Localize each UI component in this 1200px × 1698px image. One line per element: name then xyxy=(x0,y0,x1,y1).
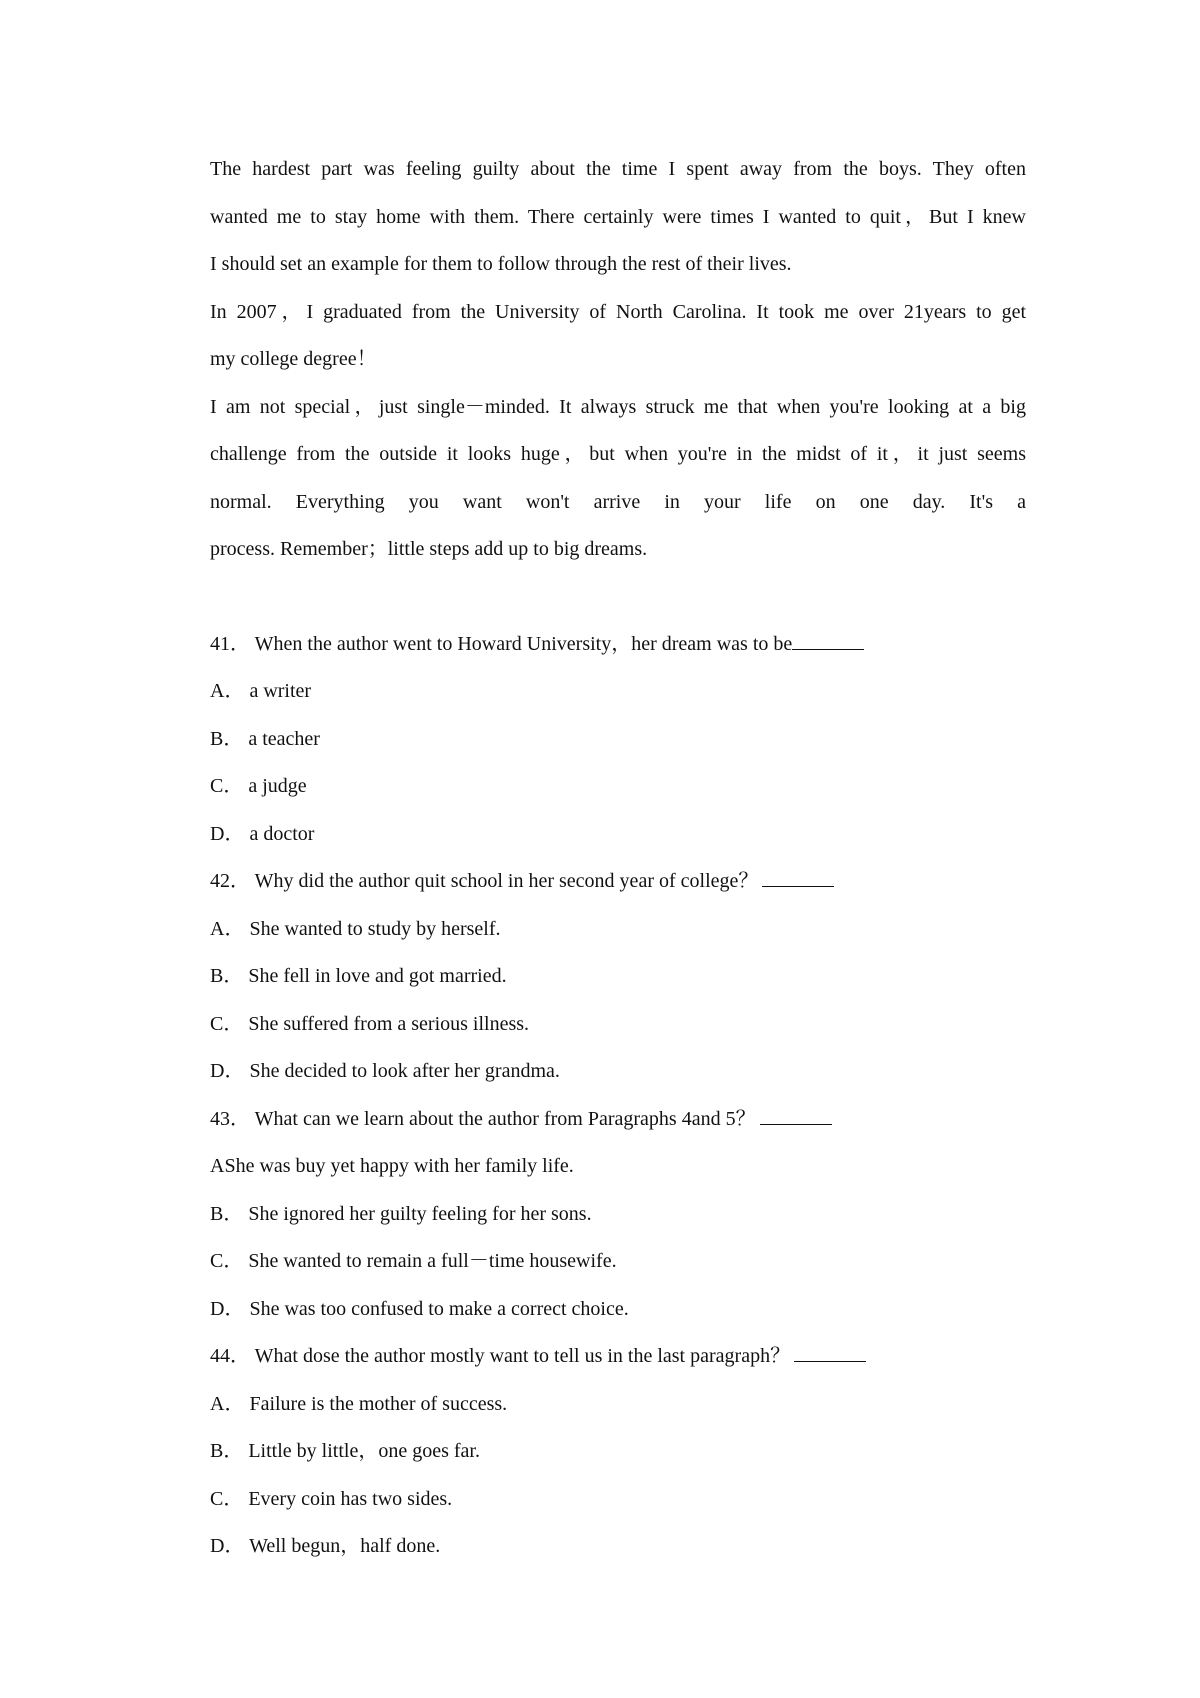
question-stem xyxy=(210,858,1026,906)
passage-line: In 2007，I graduated from the University of North Carolina. It took me over 21years to get xyxy=(210,300,1026,323)
option-c: C． a judge xyxy=(210,775,307,797)
question-stem xyxy=(210,1333,1026,1381)
passage-paragraph-2 xyxy=(210,289,1026,384)
question-stem-text: 44． What dose the author mostly want to tell us in the last paragraph？ xyxy=(210,1345,791,1367)
option-d: D． Well begun，half done. xyxy=(210,1535,441,1557)
option-c: C． Every coin has two sides. xyxy=(210,1487,453,1510)
question-44 xyxy=(210,1333,1026,1571)
question-42 xyxy=(210,858,1026,1096)
option-b: B． a teacher xyxy=(210,727,320,750)
question-stem xyxy=(210,1096,1026,1144)
option-b: B． She ignored her guilty feeling for her sons. xyxy=(210,1202,592,1225)
question-43 xyxy=(210,1096,1026,1334)
option-c: C． She suffered from a serious illness. xyxy=(210,1012,530,1035)
passage-line: I should set an example for them to follow through the rest of their lives. xyxy=(210,253,792,275)
answer-blank xyxy=(794,1345,866,1362)
option-d: D． She was too confused to make a correct choice. xyxy=(210,1297,629,1320)
question-41 xyxy=(210,621,1026,859)
passage-paragraph-3 xyxy=(210,384,1026,574)
answer-blank xyxy=(792,633,864,650)
option-b: B． Little by little，one goes far. xyxy=(210,1440,480,1462)
option-a: A． She wanted to study by herself. xyxy=(210,917,501,940)
document-page xyxy=(210,146,1026,1571)
passage-line: wanted me to stay home with them. There certainly were times I wanted to quit，But I knew xyxy=(210,205,1026,228)
option-d: D． She decided to look after her grandma. xyxy=(210,1060,560,1082)
option-d: D． a doctor xyxy=(210,822,315,845)
answer-blank xyxy=(762,870,834,887)
option-a: A． a writer xyxy=(210,680,312,702)
question-stem-text: 41． When the author went to Howard University，her dream was to be xyxy=(210,632,793,655)
option-c: C． She wanted to remain a full－time housewife. xyxy=(210,1250,617,1272)
question-stem-text: 43． What can we learn about the author from Paragraphs 4and 5？ xyxy=(210,1107,756,1130)
passage-line: my college degree！ xyxy=(210,348,377,370)
section-gap xyxy=(210,574,1026,621)
option-a: AShe was buy yet happy with her family life. xyxy=(210,1155,574,1177)
passage-line: process. Remember；little steps add up to big dreams. xyxy=(210,538,648,560)
option-a: A． Failure is the mother of success. xyxy=(210,1392,508,1415)
passage-line: I am not special，just single－minded. It always struck me that when you're looking at a big xyxy=(210,395,1026,418)
passage-line: normal. Everything you want won't arrive in your life on one day. It's a xyxy=(210,490,1026,513)
passage-paragraph-1 xyxy=(210,146,1026,289)
question-stem xyxy=(210,621,1026,669)
answer-blank xyxy=(760,1108,832,1125)
option-b: B． She fell in love and got married. xyxy=(210,965,507,987)
question-stem-text: 42． Why did the author quit school in her second year of college？ xyxy=(210,870,759,892)
passage-line: The hardest part was feeling guilty about the time I spent away from the boys. They often xyxy=(210,158,1026,180)
passage-line: challenge from the outside it looks huge，but when you're in the midst of it，it just seems xyxy=(210,443,1026,465)
